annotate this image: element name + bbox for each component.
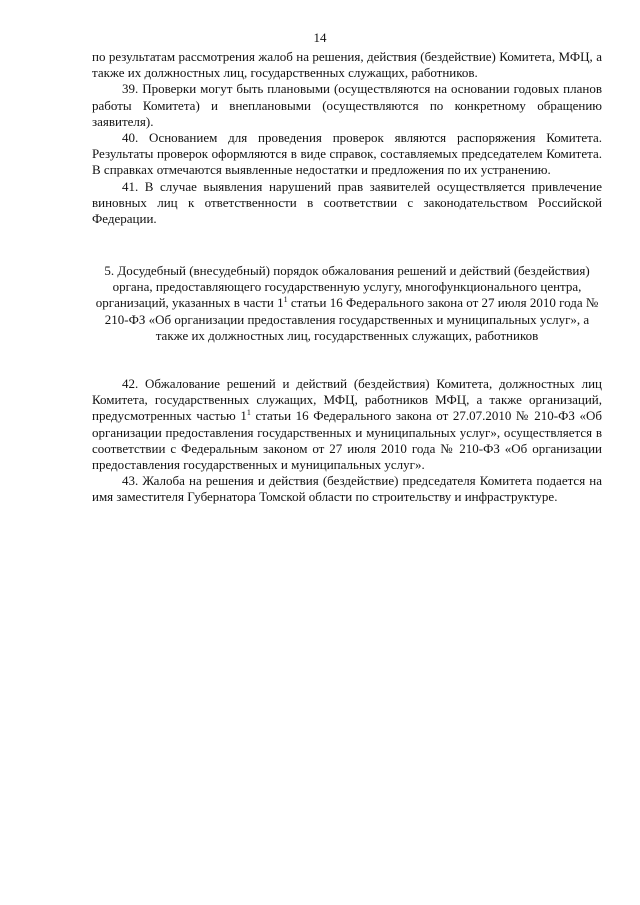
paragraph-42-part-2: статьи 16 Федерального закона от 27.07.2010 № 210-ФЗ «Об организации предоставления государственных и муниципальных услуг», осуществляется в соответствии с Федеральным законом от 27 июля 2010 года № 210-ФЗ «Об организации предоставления государственных и муниципальных услуг». — [92, 408, 602, 473]
paragraph-38-continuation: по результатам рассмотрения жалоб на решения, действия (бездействие) Комитета, МФЦ, а также их должностных лиц, государственных служащих, работников. — [92, 49, 602, 81]
section-5-heading — [92, 263, 602, 344]
paragraph-40: 40. Основанием для проведения проверок являются распоряжения Комитета. Результаты проверок оформляются в виде справок, составляемых председателем Комитета. В справках отмечаются выявленные недостатки и предложения по их устранению. — [92, 130, 602, 178]
paragraph-42 — [92, 376, 602, 473]
section-5-heading-superscript: 1 — [283, 295, 288, 305]
monitoring-paragraphs — [92, 49, 602, 227]
paragraph-42-superscript: 1 — [246, 408, 251, 418]
paragraph-39: 39. Проверки могут быть плановыми (осуществляются на основании годовых планов работы Комитета) и внеплановыми (осуществляются по конкретному обращению заявителя). — [92, 81, 602, 129]
section-5-heading-part-1: 5. Досудебный (внесудебный) порядок обжалования решений и действий (бездействия) органа, предоставляющего государственную услугу, многофункционального центра, организаций, указанных в части 1 — [95, 263, 590, 311]
page-number: 14 — [313, 30, 327, 45]
paragraph-41: 41. В случае выявления нарушений прав заявителей осуществляется привлечение виновных лиц к ответственности в соответствии с законодательством Российской Федерации. — [92, 178, 602, 227]
section-5-heading-part-2: статьи 16 Федерального закона от 27 июля 2010 года № 210-ФЗ «Об организации предоставления государственных и муниципальных услуг», а также их должностных лиц, государственных служащих, работников — [104, 295, 599, 343]
paragraph-43: 43. Жалоба на решения и действия (бездействие) председателя Комитета подается на имя заместителя Губернатора Томской области по строительству и инфраструктуре. — [92, 473, 602, 505]
appeal-paragraphs — [92, 376, 602, 506]
section-5-heading-block — [92, 263, 602, 344]
paragraph-42-part-1: 42. Обжалование решений и действий (бездействия) Комитета, должностных лиц Комитета, государственных служащих, МФЦ, работников МФЦ, а также организаций, предусмотренных частью 1 — [92, 376, 602, 424]
